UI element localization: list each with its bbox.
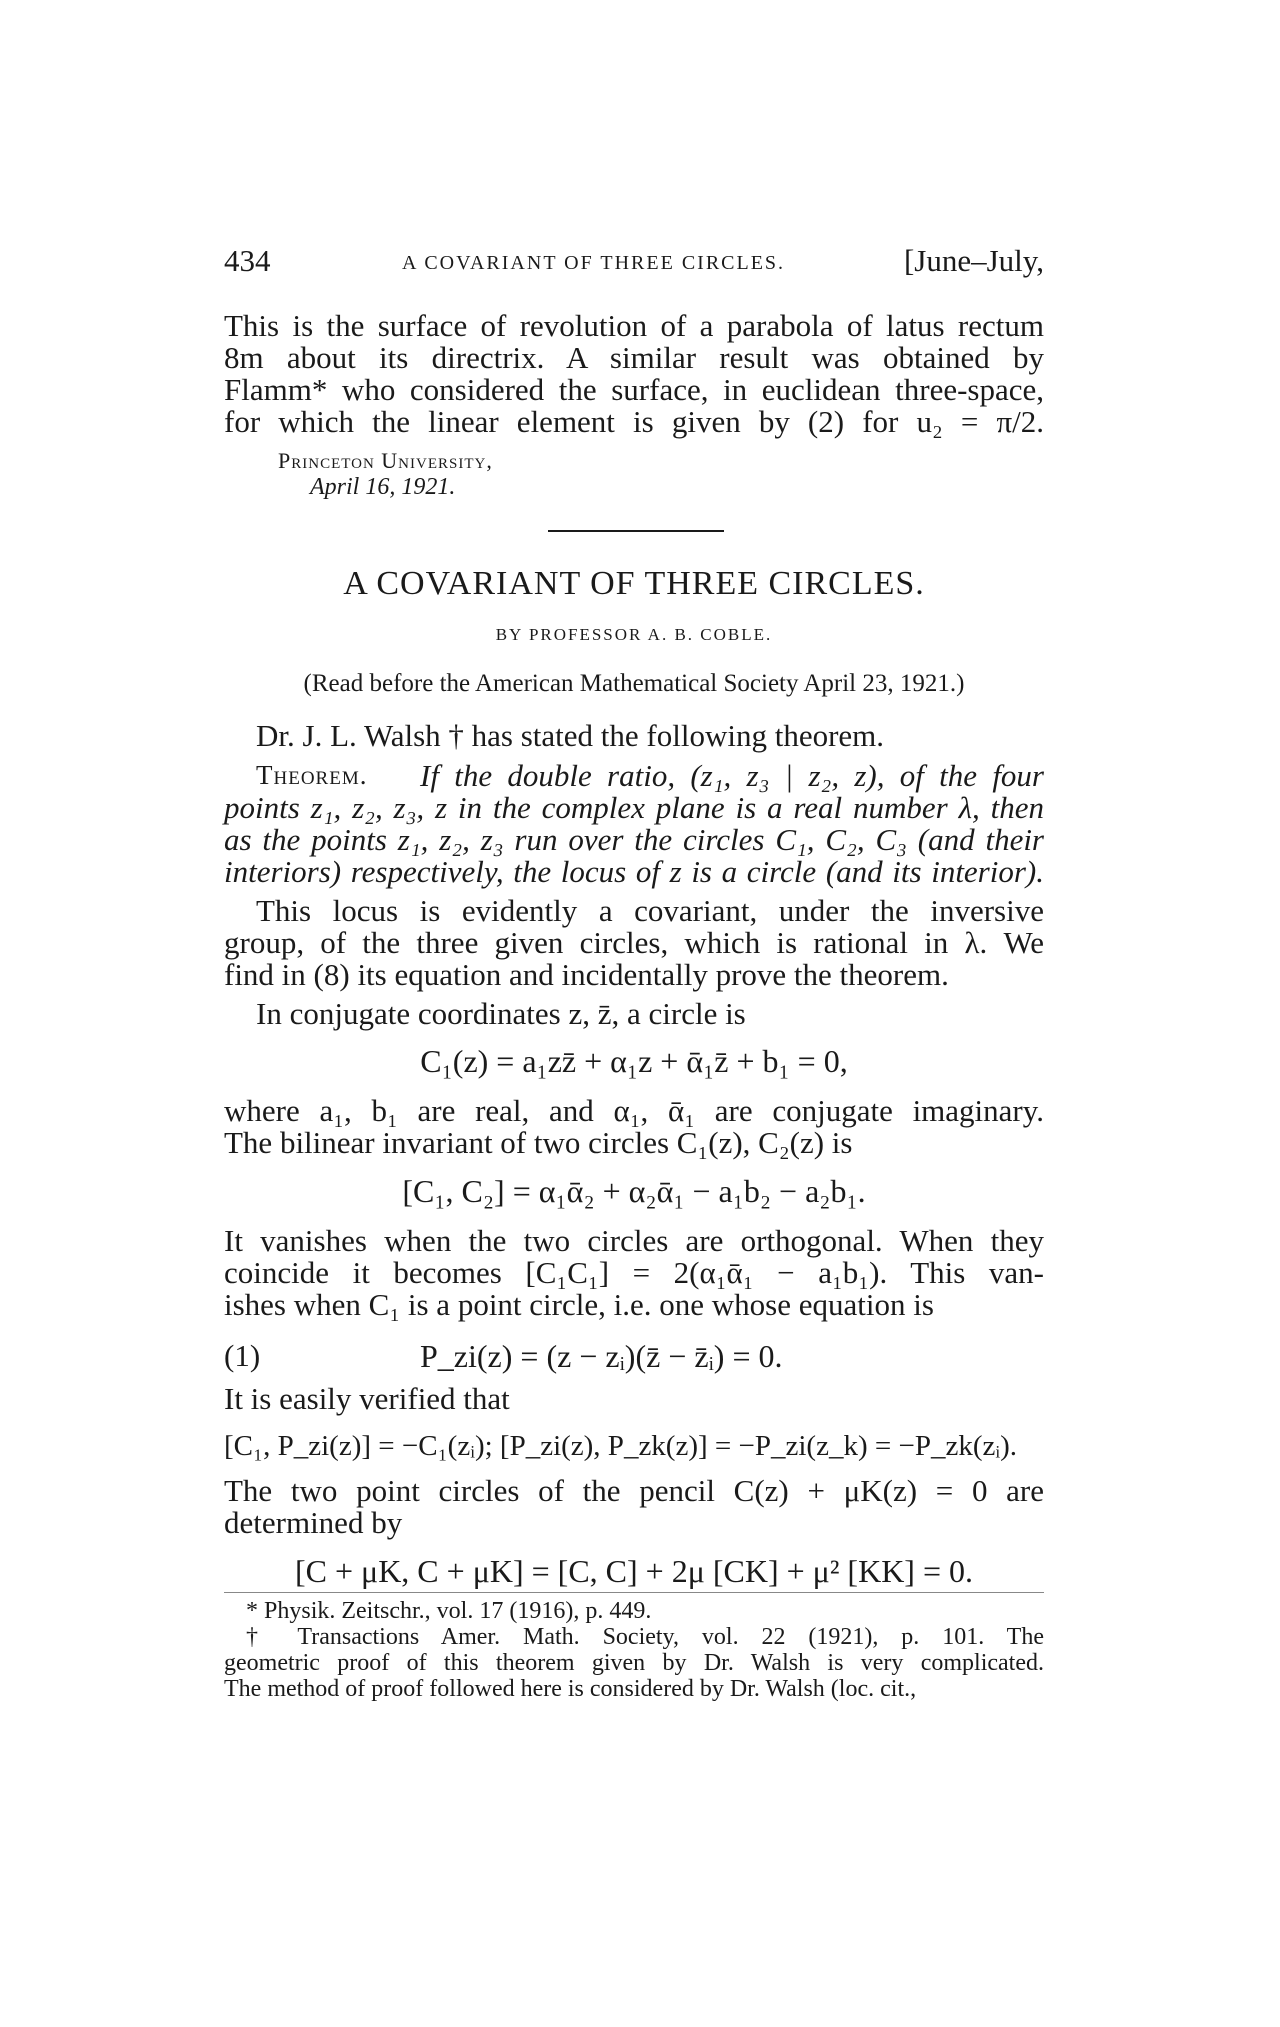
running-date: [June–July, <box>903 243 1044 278</box>
footnote-2: † Transactions Amer. Math. Society, vol. 22 (1921), p. 101. The <box>246 1624 1044 1650</box>
para1-line-2: group, of the three given circles, which is rational in λ. We <box>224 925 1044 960</box>
page-number: 434 <box>224 243 271 278</box>
vanish-line-2: coincide it becomes [C₁C₁] = 2(α₁ᾱ₁ − a₁b₁). This van- <box>224 1255 1044 1290</box>
prev-line-4: for which the linear element is given by (2) for u₂ = π/2. <box>224 404 1044 439</box>
prev-date: April 16, 1921. <box>310 474 456 500</box>
theorem-line-2: points z₁, z₂, z₃, z in the complex plane is a real number λ, then <box>224 790 1044 825</box>
footnote-rule <box>224 1592 1044 1593</box>
footnote-1: * Physik. Zeitschr., vol. 17 (1916), p. 449. <box>246 1598 652 1624</box>
conjugate-intro: In conjugate coordinates z, z̄, a circle is <box>256 996 746 1031</box>
where-line-2: The bilinear invariant of two circles C₁(z), C₂(z) is <box>224 1125 853 1160</box>
prev-line-3: Flamm* who considered the surface, in euclidean three-space, <box>224 372 1044 407</box>
where-line-1: where a₁, b₁ are real, and α₁, ᾱ₁ are conjugate imaginary. <box>224 1093 1044 1128</box>
vanish-line-1: It vanishes when the two circles are orthogonal. When they <box>224 1223 1044 1258</box>
theorem-line-3: as the points z₁, z₂, z₃ run over the circles C₁, C₂, C₃ (and their <box>224 822 1044 857</box>
para1-line-1: This locus is evidently a covariant, under the inversive <box>256 893 1044 928</box>
equation-1: P_zi(z) = (z − zᵢ)(z̄ − z̄ᵢ) = 0. <box>420 1338 783 1374</box>
vanish-line-3: ishes when C₁ is a point circle, i.e. one whose equation is <box>224 1287 934 1322</box>
theorem-label: Theorem. <box>256 760 368 790</box>
prev-line-2: 8m about its directrix. A similar result was obtained by <box>224 340 1044 375</box>
footnote-3: geometric proof of this theorem given by Dr. Walsh is very complicated. <box>224 1650 1044 1676</box>
equation-circle: C₁(z) = a₁zz̄ + α₁z + ᾱ₁z̄ + b₁ = 0, <box>420 1043 848 1079</box>
verified-line: It is easily verified that <box>224 1381 510 1416</box>
article-title: A COVARIANT OF THREE CIRCLES. <box>343 565 925 602</box>
theorem-line-1: If the double ratio, (z₁, z₃ | z₂, z), of the four <box>420 758 1044 793</box>
pencil-line-2: determined by <box>224 1505 403 1540</box>
separator-rule <box>548 530 724 532</box>
article-byline: BY PROFESSOR A. B. COBLE. <box>495 625 773 644</box>
para1-line-3: find in (8) its equation and incidentally prove the theorem. <box>224 957 949 992</box>
footnote-4: The method of proof followed here is considered by Dr. Walsh (loc. cit., <box>224 1676 917 1702</box>
equation-verify: [C₁, P_zi(z)] = −C₁(zᵢ); [P_zi(z), P_zk(z)] = −P_zi(z_k) = −P_zk(zᵢ). <box>224 1430 1017 1462</box>
pencil-line-1: The two point circles of the pencil C(z) + μK(z) = 0 are <box>224 1473 1044 1508</box>
prev-affiliation: Princeton University, <box>278 448 493 473</box>
intro-line: Dr. J. L. Walsh † has stated the following theorem. <box>256 718 885 753</box>
running-title: A COVARIANT OF THREE CIRCLES. <box>402 252 786 274</box>
prev-line-1: This is the surface of revolution of a parabola of latus rectum <box>224 308 1044 343</box>
equation-bilinear: [C₁, C₂] = α₁ᾱ₂ + α₂ᾱ₁ − a₁b₂ − a₂b₁. <box>402 1173 866 1209</box>
equation-pencil: [C + μK, C + μK] = [C, C] + 2μ [CK] + μ² [KK] = 0. <box>294 1553 973 1589</box>
theorem-line-4: interiors) respectively, the locus of z is a circle (and its interior). <box>224 854 1044 889</box>
read-note: (Read before the American Mathematical Society April 23, 1921.) <box>303 670 965 697</box>
equation-1-label: (1) <box>224 1338 261 1373</box>
